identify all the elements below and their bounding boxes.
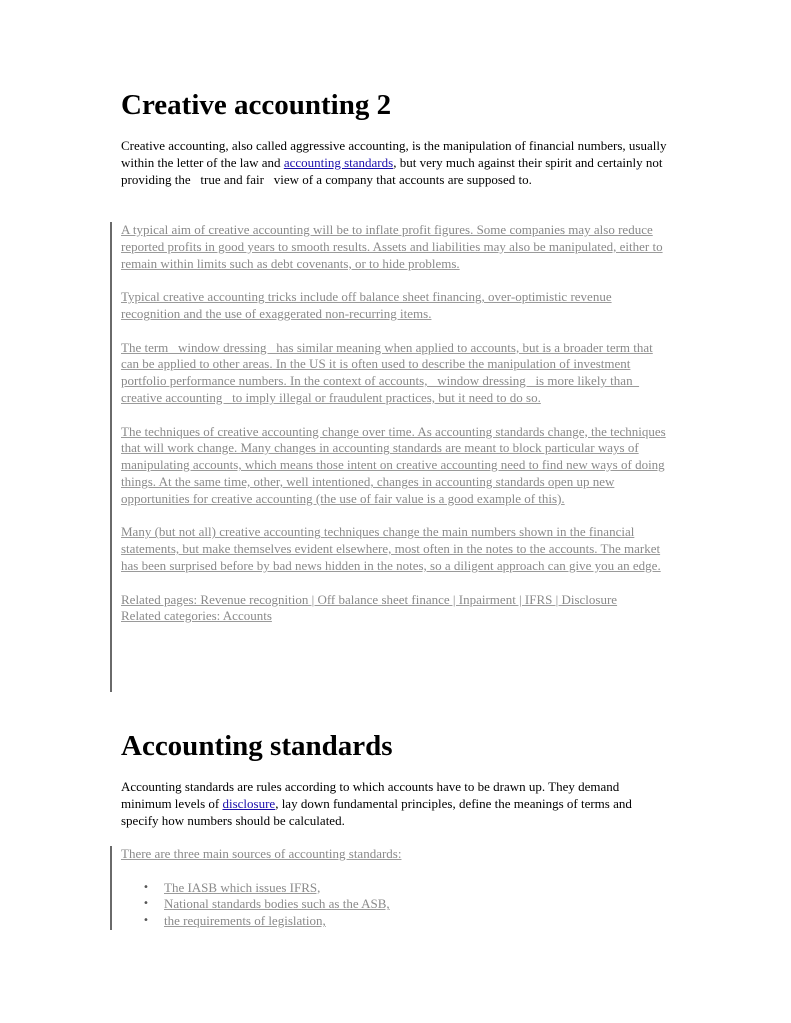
list-item — [121, 896, 671, 913]
quote-paragraph: Many (but not all) creative accounting techniques change the main numbers shown in the financial statements, but make themselves evident elsewhere, most often in the notes to the accounts. The market has been surprised before by bad news hidden in the notes, so a diligent approach can give you an edge. — [121, 524, 661, 573]
accounting-standards-intro — [121, 779, 671, 829]
section-heading-creative-accounting: Creative accounting 2 — [121, 89, 392, 121]
quote-paragraph: Typical creative accounting tricks include off balance sheet financing, over-optimistic revenue recognition and the use of exaggerated non-recurring items. — [121, 289, 612, 321]
quote-bar — [110, 222, 112, 692]
intro-text-before-link: Accounting standards are rules according to which accounts have to be drawn up. They demand minimum levels of — [121, 779, 620, 811]
list-item — [121, 913, 671, 930]
accounting-standards-link[interactable]: accounting standards — [283, 154, 394, 170]
creative-accounting-intro — [121, 138, 671, 188]
accounting-standards-quote-block — [121, 846, 671, 930]
quote-paragraph: A typical aim of creative accounting will be to inflate profit figures. Some companies may also reduce reported profits in good years to smooth results. Assets and liabilities may also be manipulated, either to remain within limits such as debt covenants, or to hide problems. — [121, 222, 663, 271]
sources-list — [121, 880, 671, 930]
quote-paragraph: The term window dressing has similar meaning when applied to accounts, but is a broader term that can be applied to other areas. In the US it is often used to describe the manipulation of investment portfolio performance numbers. In the context of accounts, window dressing is more likely than creative accounting to imply illegal or fraudulent practices, but it need to do so. — [121, 339, 653, 405]
intro-text-after-link: , but very much against their spirit and certainly not providing the true and fair view of a company that accounts are supposed to. — [121, 154, 663, 187]
bullet-icon: • — [143, 898, 149, 910]
related-links-block — [121, 592, 671, 626]
list-item — [121, 880, 671, 897]
bullet-icon: • — [143, 881, 149, 893]
creative-accounting-quote-block — [121, 222, 671, 625]
list-item-text: the requirements of legislation, — [164, 913, 326, 929]
intro-text-before-link: Creative accounting, also called aggressive accounting, is the manipulation of financial numbers, usually within the letter of the law and — [121, 138, 667, 170]
quote-paragraph: The techniques of creative accounting change over time. As accounting standards change, the techniques that will work change. Many changes in accounting standards are meant to block particular ways of manipulating accounts, which means those intent on creative accounting need to find new ways of doing things. At the same time, other, well intentioned, changes in accounting standards open up new opportunities for creative accounting (the use of fair value is a good example of this). — [121, 423, 666, 506]
sources-lead-line: There are three main sources of accounting standards: — [121, 846, 402, 861]
related-categories-line[interactable]: Related categories: Accounts — [121, 608, 272, 624]
section-heading-accounting-standards: Accounting standards — [121, 730, 393, 762]
bullet-icon: • — [143, 915, 149, 927]
intro-text-after-link: , lay down fundamental principles, define the meanings of terms and specify how numbers should be calculated. — [121, 795, 632, 828]
quote-bar — [110, 846, 112, 930]
list-item-text: The IASB which issues IFRS, — [164, 879, 321, 895]
list-item-text: National standards bodies such as the ASB, — [164, 896, 390, 912]
disclosure-link[interactable]: disclosure — [222, 795, 276, 811]
related-pages-line[interactable]: Related pages: Revenue recognition | Off balance sheet finance | Inpairment | IFRS | Disclosure — [121, 591, 618, 607]
